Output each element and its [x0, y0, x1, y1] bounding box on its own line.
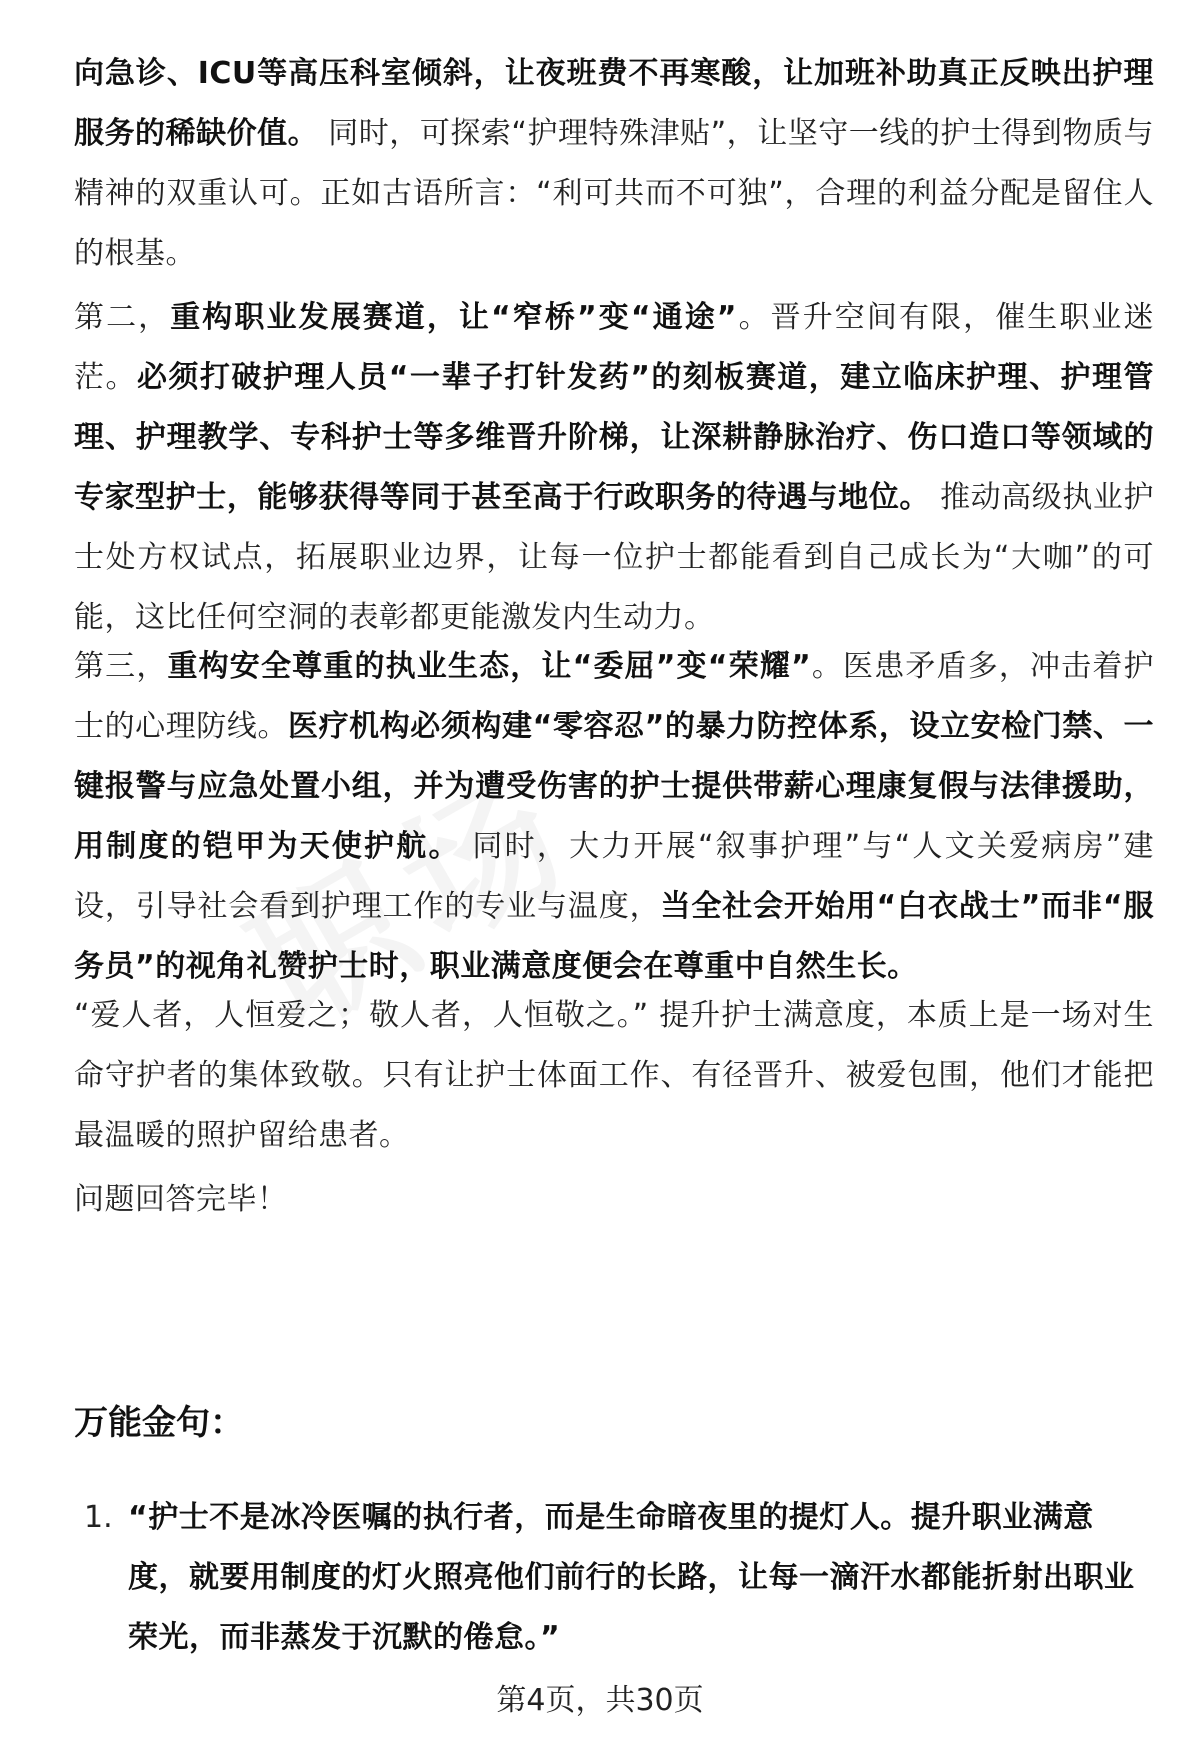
paragraph-salary — [74, 44, 1154, 284]
page-footer: 第4页，共30页 — [496, 1683, 704, 1718]
bold-text: 重构安全尊重的执业生态，让“委屈”变“荣耀” — [167, 649, 812, 684]
bold-text: 医疗机构必须构建“零容忍”的暴力防控体系，设立安检门禁、一键报警与应急处置小组，并为遭受伤害的护士提供带薪心理康复假与法律援助，用制度的铠甲为天使护航。 — [74, 709, 1154, 864]
paragraph-safety — [74, 637, 1154, 997]
body-text: 第二， — [74, 300, 171, 335]
body-text: 第三， — [74, 649, 168, 684]
paragraph-career — [74, 288, 1154, 648]
section-heading: 万能金句： — [74, 1403, 244, 1443]
body-text: 推动高级执业护士处方权试点，拓展职业边界，让每一位护士都能看到自己成长为“大咖”的可能，这比任何空洞的表彰都更能激发内生动力。 — [74, 480, 1154, 635]
body-text: 。医患矛盾多，冲击着护士的心理防线。 — [74, 649, 1155, 744]
body-text: 同时，大力开展“叙事护理”与“人文关爱病房”建设，引导社会看到护理工作的专业与温度， — [74, 829, 1154, 924]
paragraph-end: 问题回答完毕！ — [74, 1182, 288, 1217]
bold-text: 必须打破护理人员“一辈子打针发药”的刻板赛道，建立临床护理、护理管理、护理教学、专科护士等多维晋升阶梯，让深耕静脉治疗、伤口造口等领域的专家型护士，能够获得等同于甚至高于行政职务的待遇与地位。 — [74, 360, 1155, 515]
list-item-number: 1. — [84, 1500, 113, 1535]
body-text: 同时，可探索“护理特殊津贴”，让坚守一线的护士得到物质与精神的双重认可。正如古语所言：“利可共而不可独”，合理的利益分配是留住人的根基。 — [74, 116, 1155, 271]
bold-text: 向急诊、ICU等高压科室倾斜，让夜班费不再寒酸，让加班补助真正反映出护理服务的稀缺价值。 — [74, 56, 1154, 151]
bold-text: 重构职业发展赛道，让“窄桥”变“通途” — [170, 300, 737, 335]
paragraph-conclusion: “爱人者，人恒爱之；敬人者，人恒敬之。” 提升护士满意度，本质上是一场对生命守护者的集体致敬。只有让护士体面工作、有径晋升、被爱包围，他们才能把最温暖的照护留给患者。 — [74, 998, 1154, 1153]
list-item-text: “护士不是冰冷医嘱的执行者，而是生命暗夜里的提灯人。提升职业满意度，就要用制度的灯火照亮他们前行的长路，让每一滴汗水都能折射出职业荣光，而非蒸发于沉默的倦怠。” — [128, 1500, 1135, 1655]
body-text: 。晋升空间有限，催生职业迷茫。 — [74, 300, 1155, 395]
bold-text: 当全社会开始用“白衣战士”而非“服务员”的视角礼赞护士时，职业满意度便会在尊重中自然生长。 — [74, 889, 1155, 984]
